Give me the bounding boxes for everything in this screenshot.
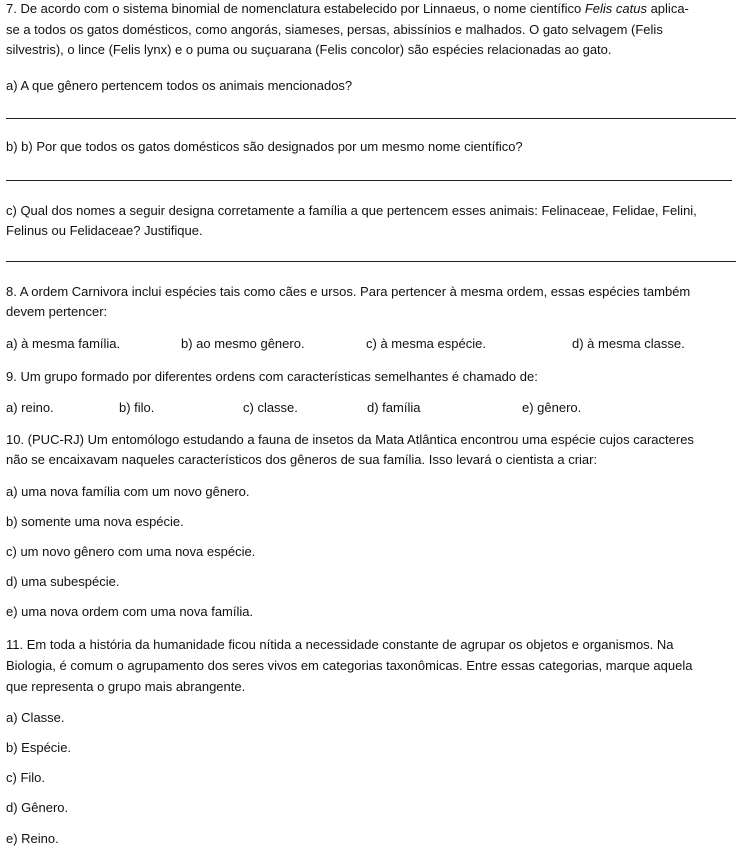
q7-part-a: a) A que gênero pertencem todos os animais mencionados? (6, 78, 353, 93)
q9-option-c[interactable]: c) classe. (243, 400, 298, 415)
q8-option-c[interactable]: c) à mesma espécie. (366, 336, 486, 351)
q8-option-b[interactable]: b) ao mesmo gênero. (181, 336, 305, 351)
q11-option-a[interactable]: a) Classe. (6, 710, 65, 725)
q10-stem-line-2: não se encaixavam naqueles característicos dos gêneros de sua família. Isso levará o cientista a criar: (6, 452, 598, 467)
q10-option-b[interactable]: b) somente uma nova espécie. (6, 514, 184, 529)
q8-stem-line-2: devem pertencer: (6, 304, 108, 319)
q7-stem-line-3: silvestris), o lince (Felis lynx) e o puma ou suçuarana (Felis concolor) são espécies relacionadas ao gato. (6, 42, 612, 57)
q11-option-b[interactable]: b) Espécie. (6, 740, 72, 755)
q9-option-d[interactable]: d) família (367, 400, 421, 415)
q8-option-a[interactable]: a) à mesma família. (6, 336, 121, 351)
q11-stem-line-1: 11. Em toda a história da humanidade ficou nítida a necessidade constante de agrupar os objetos e organismos. Na (6, 637, 674, 652)
q11-option-d[interactable]: d) Gênero. (6, 800, 69, 815)
q7-stem-line-1: 7. De acordo com o sistema binomial de nomenclatura estabelecido por Linnaeus, o nome científico Felis catus aplica- (6, 1, 689, 16)
q10-stem-line-1: 10. (PUC-RJ) Um entomólogo estudando a fauna de insetos da Mata Atlântica encontrou uma espécie cujos caracteres (6, 432, 694, 447)
q7-part-c-line-1: c) Qual dos nomes a seguir designa corretamente a família a que pertencem esses animais: Felinaceae, Felidae, Felini, (6, 203, 697, 218)
q11-option-c[interactable]: c) Filo. (6, 770, 45, 785)
q9-option-a[interactable]: a) reino. (6, 400, 54, 415)
q7-part-c-line-2: Felinus ou Felidaceae? Justifique. (6, 223, 203, 238)
answer-line-b[interactable] (6, 180, 732, 181)
q7-stem-line-2: se a todos os gatos domésticos, como angorás, siameses, persas, abissínios e malhados. O gato selvagem (Felis (6, 22, 663, 37)
q11-stem-line-3: que representa o grupo mais abrangente. (6, 679, 246, 694)
q11-option-e[interactable]: e) Reino. (6, 831, 59, 846)
q8-option-d[interactable]: d) à mesma classe. (572, 336, 685, 351)
q7-part-b: b) b) Por que todos os gatos domésticos são designados por um mesmo nome científico? (6, 139, 523, 154)
q9-stem: 9. Um grupo formado por diferentes ordens com características semelhantes é chamado de: (6, 369, 538, 384)
q10-option-c[interactable]: c) um novo gênero com uma nova espécie. (6, 544, 256, 559)
scientific-name: Felis catus (584, 1, 647, 16)
q10-option-a[interactable]: a) uma nova família com um novo gênero. (6, 484, 250, 499)
q10-option-e[interactable]: e) uma nova ordem com uma nova família. (6, 604, 254, 619)
q9-option-b[interactable]: b) filo. (119, 400, 155, 415)
q9-option-e[interactable]: e) gênero. (522, 400, 582, 415)
q10-option-d[interactable]: d) uma subespécie. (6, 574, 120, 589)
answer-line-a[interactable] (6, 118, 736, 119)
answer-line-c[interactable] (6, 261, 736, 262)
q8-stem-line-1: 8. A ordem Carnivora inclui espécies tais como cães e ursos. Para pertencer à mesma ordem, essas espécies também (6, 284, 691, 299)
q11-stem-line-2: Biologia, é comum o agrupamento dos seres vivos em categorias taxonômicas. Entre essas categorias, marque aquela (6, 658, 693, 673)
